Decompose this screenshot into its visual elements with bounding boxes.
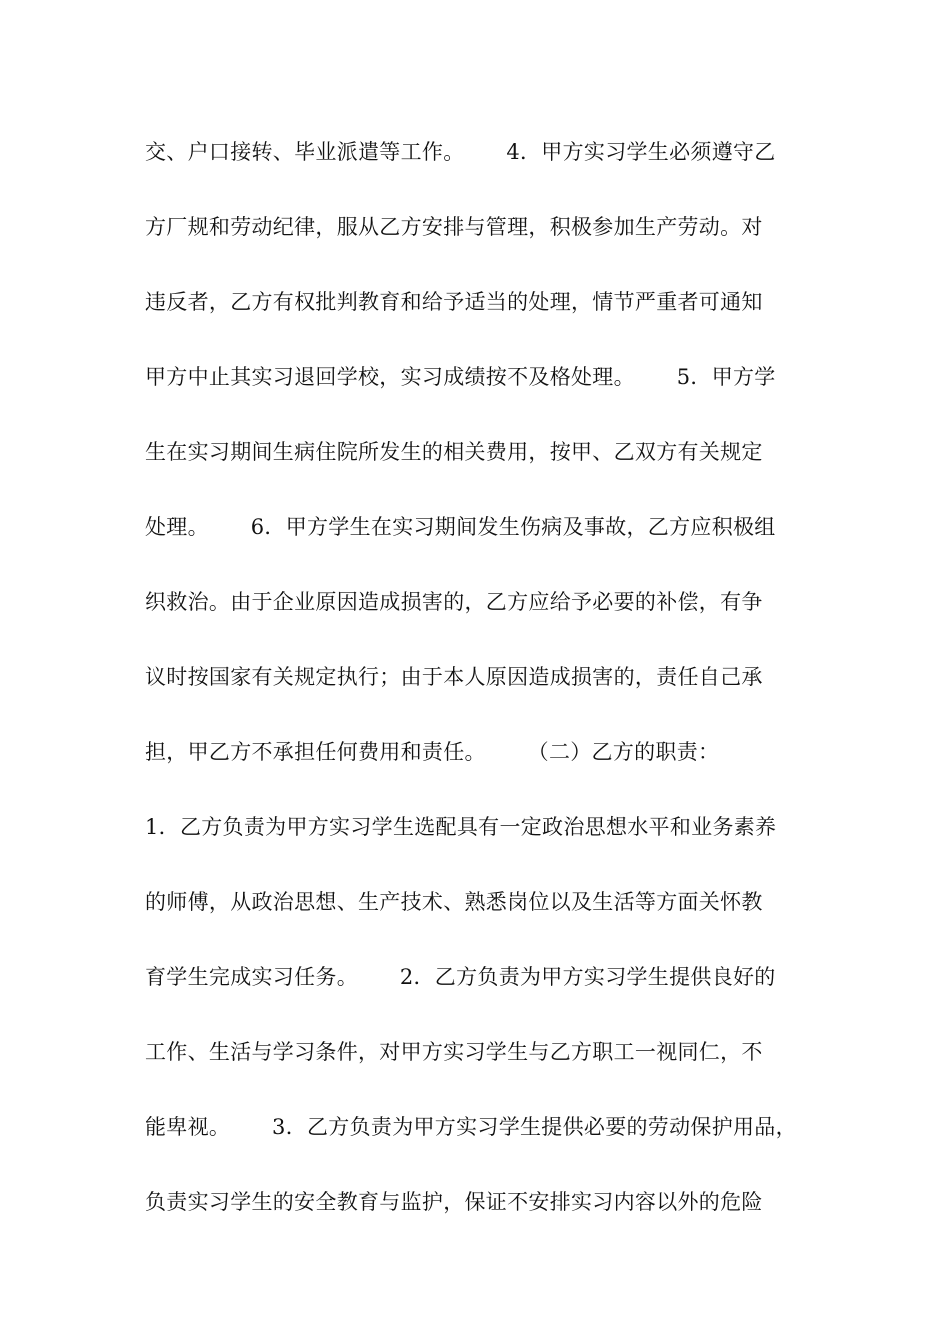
text-line: 织救治。由于企业原因造成损害的，乙方应给予必要的补偿，有争 bbox=[145, 590, 763, 614]
text-line: 1．乙方负责为甲方实习学生选配具有一定政治思想水平和业务素养 bbox=[145, 815, 777, 839]
text-line: 的师傅，从政治思想、生产技术、熟悉岗位以及生活等方面关怀教 bbox=[145, 890, 763, 914]
text-line: 违反者，乙方有权批判教育和给予适当的处理，情节严重者可通知 bbox=[145, 290, 763, 314]
text-line: 生在实习期间生病住院所发生的相关费用，按甲、乙双方有关规定 bbox=[145, 440, 763, 464]
text-line: 议时按国家有关规定执行；由于本人原因造成损害的，责任自己承 bbox=[145, 665, 763, 689]
text-line: 能卑视。 3．乙方负责为甲方实习学生提供必要的劳动保护用品， bbox=[145, 1115, 797, 1139]
text-line: 育学生完成实习任务。 2．乙方负责为甲方实习学生提供良好的 bbox=[145, 965, 776, 989]
text-line: 工作、生活与学习条件，对甲方实习学生与乙方职工一视同仁，不 bbox=[145, 1040, 763, 1064]
text-line: 甲方中止其实习退回学校，实习成绩按不及格处理。 5．甲方学 bbox=[145, 365, 776, 389]
text-line: 方厂规和劳动纪律，服从乙方安排与管理，积极参加生产劳动。对 bbox=[145, 215, 763, 239]
text-line: 担，甲乙方不承担任何费用和责任。 （二）乙方的职责： bbox=[145, 740, 720, 764]
document-body bbox=[145, 132, 815, 1257]
text-line: 交、户口接转、毕业派遣等工作。 4．甲方实习学生必须遵守乙 bbox=[145, 140, 776, 164]
text-line: 负责实习学生的安全教育与监护，保证不安排实习内容以外的危险 bbox=[145, 1190, 763, 1214]
text-line: 处理。 6．甲方学生在实习期间发生伤病及事故，乙方应积极组 bbox=[145, 515, 776, 539]
